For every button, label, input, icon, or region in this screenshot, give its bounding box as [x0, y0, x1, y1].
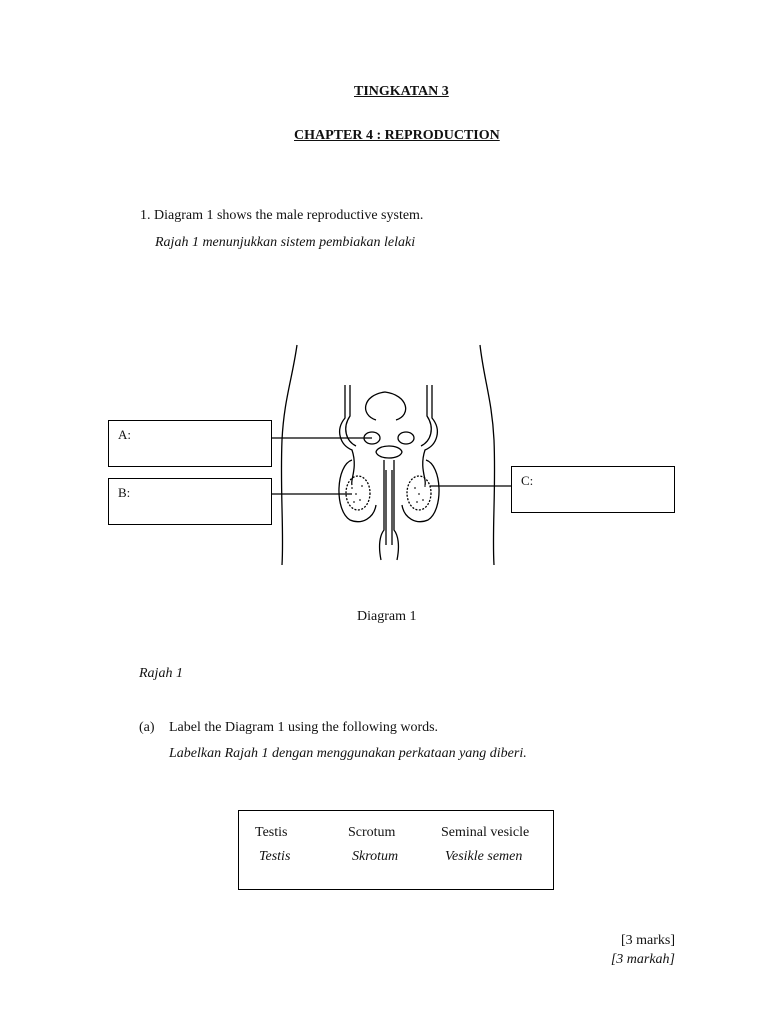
bladder: [366, 392, 406, 420]
label-b: B:: [118, 485, 131, 500]
diagram-caption: Diagram 1: [357, 609, 417, 624]
question-text-malay: Rajah 1 menunjukkan sistem pembiakan lelaki: [155, 235, 416, 250]
label-a: A:: [118, 427, 131, 442]
part-a-marker: (a): [139, 720, 155, 735]
form-title: TINGKATAN 3: [354, 84, 449, 99]
word-bank-item: [441, 825, 529, 865]
seminal-vesicle-right: [398, 432, 414, 444]
prostate: [376, 446, 402, 458]
chapter-title: CHAPTER 4 : REPRODUCTION: [294, 128, 500, 143]
question-text: 1. Diagram 1 shows the male reproductive system.: [140, 208, 424, 223]
word-bank-item: [348, 825, 398, 865]
body-outline-left: [281, 345, 297, 565]
label-box-c[interactable]: [511, 466, 675, 513]
marks-malay: [3 markah]: [610, 952, 675, 967]
word-english: Seminal vesicle: [441, 825, 530, 840]
testis-left: [346, 476, 370, 510]
scrotum-right: [402, 460, 439, 522]
urethra: [380, 460, 384, 560]
word-malay: Testis: [259, 849, 291, 864]
word-bank-item: [255, 825, 290, 865]
word-bank-box: [238, 810, 554, 890]
part-a-instruction: Label the Diagram 1 using the following words.: [169, 720, 439, 735]
word-malay: Skrotum: [352, 849, 399, 864]
label-box-b[interactable]: [108, 478, 272, 525]
label-box-a[interactable]: [108, 420, 272, 467]
diagram-caption-malay: Rajah 1: [139, 666, 183, 681]
part-a-instruction-malay: Labelkan Rajah 1 dengan menggunakan perkataan yang diberi.: [169, 746, 527, 761]
word-english: Scrotum: [348, 825, 396, 840]
word-malay: Vesikle semen: [445, 849, 523, 864]
body-outline-right: [480, 345, 495, 565]
marks-english: [3 marks]: [620, 933, 675, 948]
label-c: C:: [521, 473, 534, 488]
word-english: Testis: [255, 825, 288, 840]
